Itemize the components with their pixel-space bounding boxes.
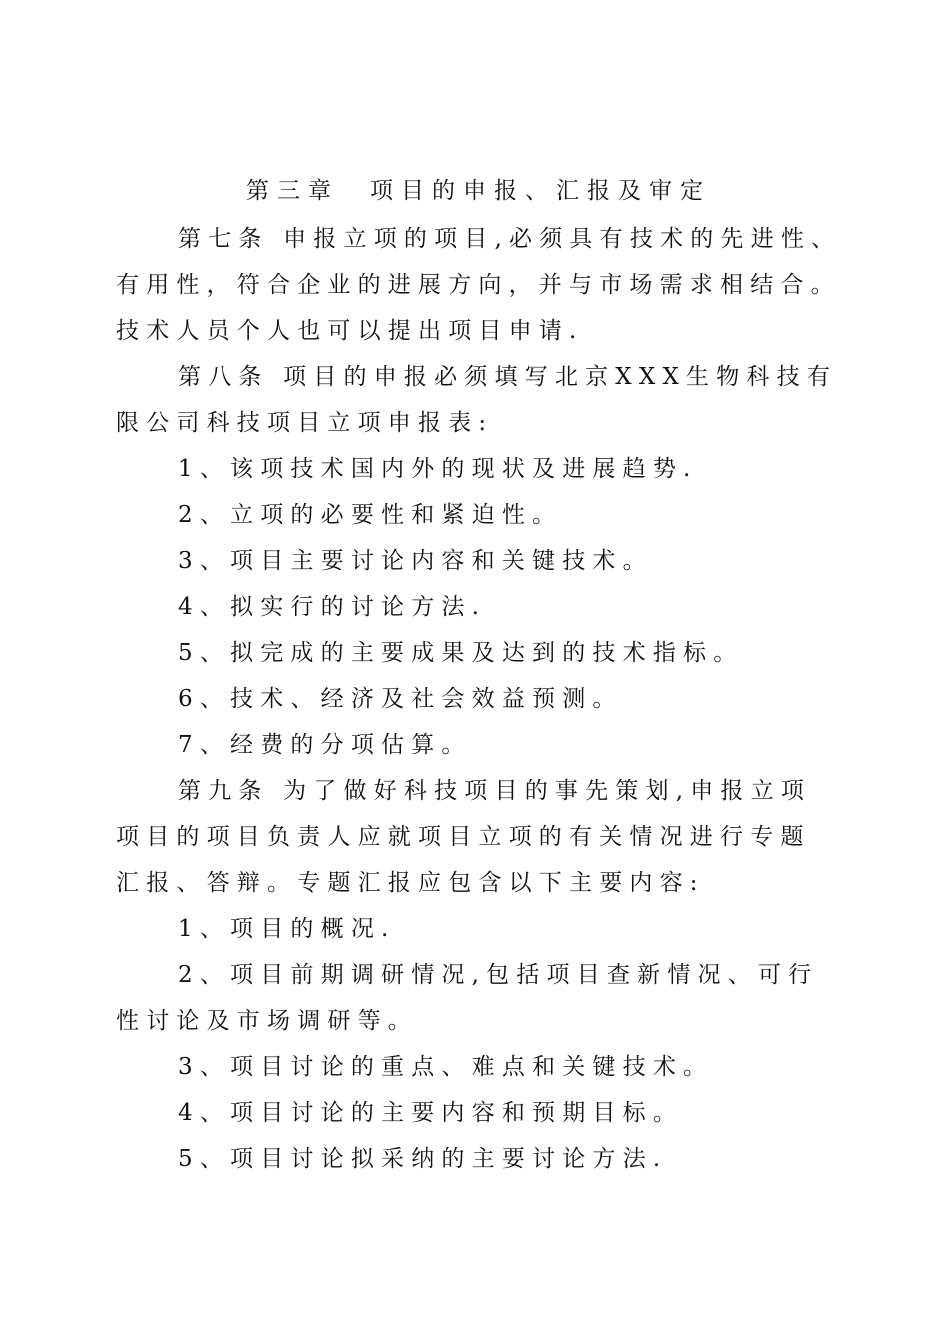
article-7-line-2: 有用性，符合企业的进展方向，并与市场需求相结合。 bbox=[116, 272, 841, 298]
article-9-line-1: 第九条 为了做好科技项目的事先策划,申报立项 bbox=[178, 778, 812, 804]
article-7-line-1: 第七条 申报立项的项目,必须具有技术的先进性、 bbox=[178, 226, 842, 252]
list-item: 2、项目前期调研情况,包括项目查新情况、可行 bbox=[178, 962, 819, 988]
list-item: 5、拟完成的主要成果及达到的技术指标。 bbox=[178, 640, 744, 666]
list-item: 4、拟实行的讨论方法. bbox=[178, 594, 487, 620]
article-9-line-2: 项目的项目负责人应就项目立项的有关情况进行专题 bbox=[116, 824, 811, 850]
article-8-line-1: 第八条 项目的申报必须填写北京XXX生物科技有 bbox=[178, 364, 838, 390]
list-item: 1、该项技术国内外的现状及进展趋势. bbox=[178, 456, 698, 482]
list-item: 1、项目的概况. bbox=[178, 916, 396, 942]
article-7-line-3: 技术人员个人也可以提出项目申请. bbox=[116, 318, 584, 344]
chapter-title: 第三章 项目的申报、汇报及审定 bbox=[246, 178, 711, 204]
list-item: 4、项目讨论的主要内容和预期目标。 bbox=[178, 1100, 684, 1126]
list-item: 7、经费的分项估算。 bbox=[178, 732, 472, 758]
list-item: 6、技术、经济及社会效益预测。 bbox=[178, 686, 623, 712]
list-item: 5、项目讨论拟采纳的主要讨论方法. bbox=[178, 1146, 668, 1172]
article-9-line-3: 汇报、答辩。专题汇报应包含以下主要内容: bbox=[116, 870, 705, 896]
list-item: 3、项目主要讨论内容和关键技术。 bbox=[178, 548, 653, 574]
list-item-continuation: 性讨论及市场调研等。 bbox=[116, 1008, 418, 1034]
article-8-line-2: 限公司科技项目立项申报表: bbox=[116, 410, 494, 436]
list-item: 2、立项的必要性和紧迫性。 bbox=[178, 502, 563, 528]
list-item: 3、项目讨论的重点、难点和关键技术。 bbox=[178, 1054, 714, 1080]
